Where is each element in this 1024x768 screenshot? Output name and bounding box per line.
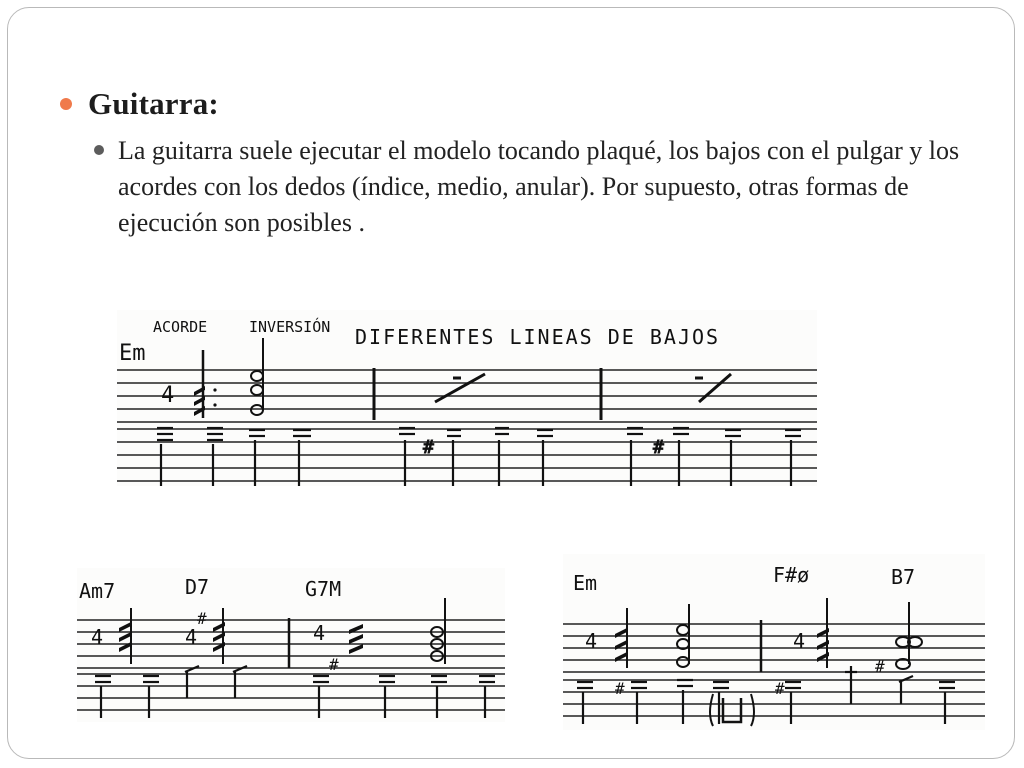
label-inversion: INVERSIÓN: [249, 318, 331, 336]
tab-lines-right: [563, 680, 985, 716]
heading-bullet: [60, 86, 219, 122]
score-image-top: [117, 310, 817, 486]
bass-notes-top: [157, 428, 801, 486]
svg-text:#: #: [423, 437, 434, 458]
chords-left-notes: [91, 598, 445, 674]
chord-fsharp-half-dim: F#ø: [773, 563, 810, 587]
slide-body-text: La guitarra suele ejecutar el modelo tocando plaqué, los bajos con el pulgar y los acordes con los dedos (índice, medio, anular). Por supuesto, otras formas de ejecución son posibles .: [118, 136, 960, 237]
svg-text:4: 4: [313, 621, 326, 645]
svg-text:#: #: [775, 679, 785, 698]
chord-inversion-notes: [251, 338, 263, 415]
chord-am7: Am7: [79, 579, 116, 603]
score-top-svg: [117, 310, 817, 486]
chord-b7: B7: [891, 565, 916, 589]
slash-marks: [435, 374, 731, 402]
chord-d7: D7: [185, 575, 210, 599]
chord-em-top: Em: [119, 341, 146, 366]
svg-text:4: 4: [161, 383, 175, 408]
chord-g7m: G7M: [305, 577, 342, 601]
svg-text:#: #: [615, 679, 625, 698]
svg-text:4: 4: [793, 629, 806, 653]
bass-notes-right: [577, 666, 955, 724]
bass-bracket-mark: [723, 698, 741, 722]
staff-lines: [117, 370, 817, 422]
svg-text:4: 4: [91, 625, 104, 649]
score-image-left: [77, 568, 505, 722]
svg-text:#: #: [875, 657, 885, 676]
body-bullet: [94, 133, 974, 241]
svg-text:4: 4: [585, 629, 598, 653]
label-bajos: DIFERENTES LINEAS DE BAJOS: [355, 325, 721, 349]
svg-text:4: 4: [185, 625, 198, 649]
svg-text:#: #: [197, 609, 207, 628]
sub-bullet-dot-icon: [94, 145, 104, 155]
chord-em-right: Em: [573, 571, 598, 595]
score-image-right: [563, 554, 985, 730]
label-acorde: ACORDE: [153, 318, 208, 336]
score-left-svg: [77, 568, 505, 722]
chords-right-notes: [585, 598, 922, 669]
tab-lines: [117, 429, 817, 481]
barlines: [374, 368, 601, 420]
tab-lines-left: [77, 674, 505, 710]
bullet-dot-icon: [60, 98, 72, 110]
svg-text:#: #: [653, 437, 664, 458]
slide-heading: Guitarra:: [88, 86, 219, 121]
svg-text:#: #: [329, 655, 339, 674]
score-right-svg: [563, 554, 985, 730]
chord-acorde-notes: [161, 350, 217, 418]
